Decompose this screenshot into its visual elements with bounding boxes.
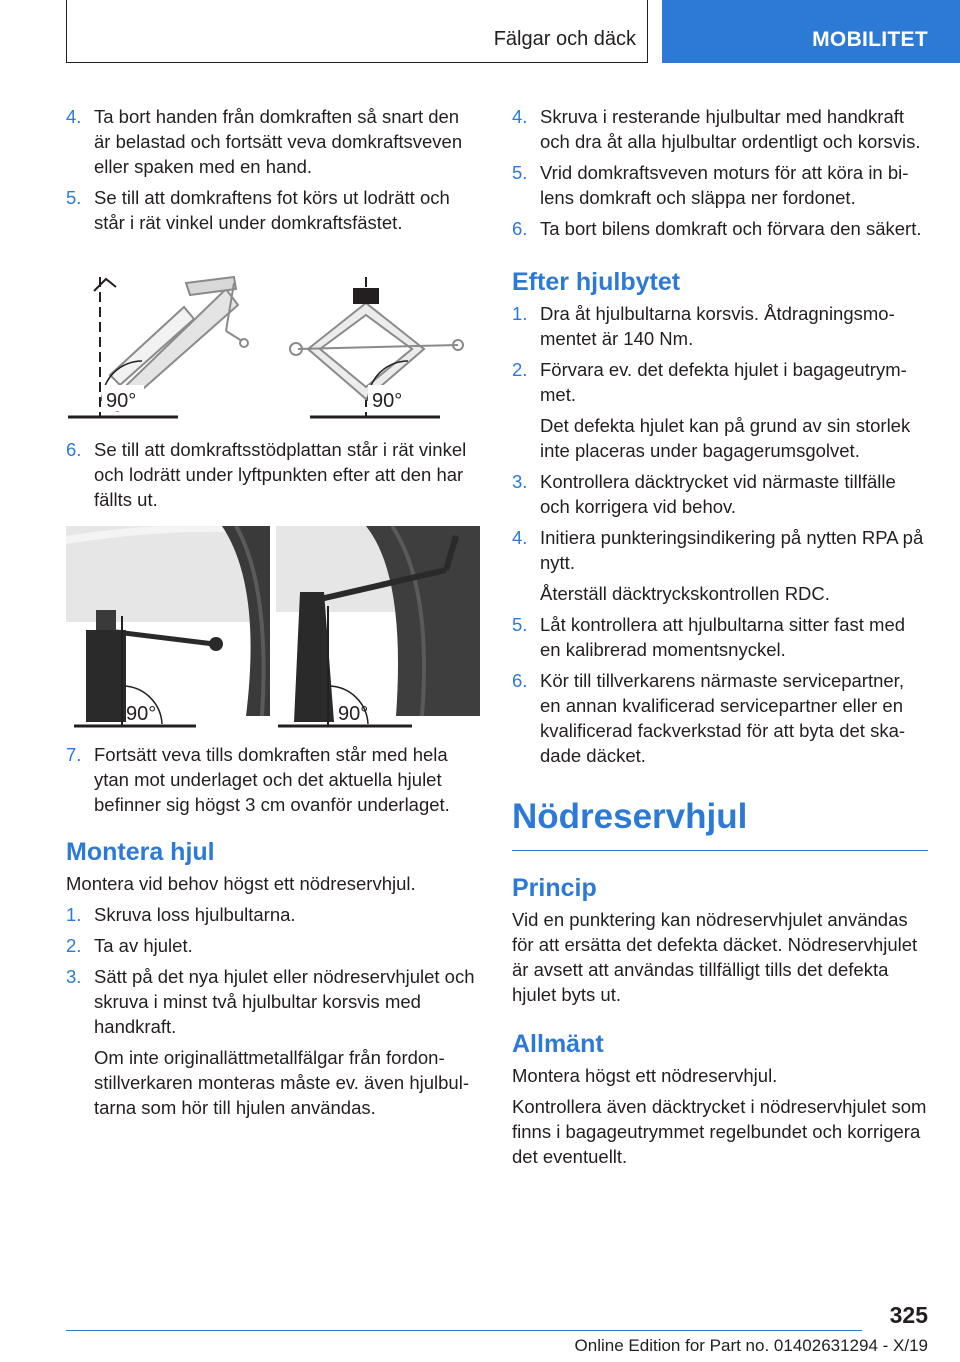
angle-label: 90°	[106, 390, 137, 412]
left-column	[66, 104, 480, 1126]
step-text: Skruva i resterande hjulbultar med handkraft och dra åt alla hjulbultar ordentligt och korsvis.	[540, 106, 921, 152]
list-item	[512, 160, 928, 210]
step-number: 1.	[512, 303, 528, 324]
jack-under-car-photo	[66, 526, 480, 730]
list-item	[66, 902, 480, 927]
jack-photo-right	[276, 526, 480, 730]
step-text: Låt kontrollera att hjulbultarna sitter fast med en kalibrerad momentsnyckel.	[540, 614, 906, 660]
princip-text: Vid en punktering kan nödreservhjulet användas för att ersätta det defekta däcket. Nödreservhjulet är avsett att användas tillfälligt tills det defekta hjulet byts ut.	[512, 909, 918, 1005]
step-text: Förvara ev. det defekta hjulet i bagageutrymmet.	[540, 359, 907, 405]
step-number: 6.	[66, 439, 82, 460]
step-text: Kör till tillverkarens närmaste servicepartner, en annan kvalificerad servicepartner eller en kvalificerad fackverkstad för att byta det skadade däcket.	[540, 670, 906, 766]
step-number: 7.	[66, 744, 82, 765]
footer-divider	[66, 1330, 862, 1331]
step-text: Ta av hjulet.	[94, 935, 193, 956]
step-note: Det defekta hjulet kan på grund av sin storlek inte placeras under bagagerumsgolvet.	[540, 415, 911, 461]
list-item	[512, 612, 928, 662]
step-number: 4.	[512, 106, 528, 127]
step-number: 1.	[66, 904, 82, 925]
list-item	[66, 104, 480, 179]
section-heading-montera-hjul: Montera hjul	[66, 838, 215, 866]
step-text: Sätt på det nya hjulet eller nödreservhjulet och skruva i minst två hjulbultar korsvis med handkraft.	[94, 966, 475, 1037]
step-number: 5.	[66, 187, 82, 208]
jack-angle-illustration	[66, 249, 480, 425]
list-item	[512, 216, 928, 241]
step-number: 4.	[512, 527, 528, 548]
step-number: 2.	[512, 359, 528, 380]
list-item	[512, 357, 928, 407]
allmant-text-2: Kontrollera även däcktrycket i nödreservhjulet som finns i bagageutrymmet regelbundet och korrigera det eventuellt.	[512, 1096, 927, 1167]
step-text: Ta bort handen från domkraften så snart den är belastad och fortsätt veva domkraftsveven eller spaken med en hand.	[94, 106, 463, 177]
step-text: Fortsätt veva tills domkraften står med hela ytan mot underlaget och det aktuella hjulet befinner sig högst 3 cm ovanför underlaget.	[94, 744, 450, 815]
step-number: 6.	[512, 218, 528, 239]
header-chapter-tab[interactable]: MOBILITET	[662, 0, 960, 63]
list-item	[66, 742, 480, 817]
chapter-heading-nodreservhjul: Nödreservhjul	[512, 794, 928, 851]
step-number: 6.	[512, 670, 528, 691]
section-heading-efter-hjulbytet: Efter hjulbytet	[512, 268, 681, 296]
step-note: Återställ däcktryckskontrollen RDC.	[540, 583, 830, 604]
list-item	[512, 104, 928, 154]
step-number: 4.	[66, 106, 82, 127]
step-text: Se till att domkraftens fot körs ut lodrätt och står i rät vinkel under domkraftsfästet.	[94, 187, 450, 233]
list-item	[66, 933, 480, 958]
section-intro: Montera vid behov högst ett nödreservhjul.	[66, 873, 416, 894]
footer-edition-text[interactable]: Online Edition for Part no. 01402631294 - X/19	[574, 1336, 928, 1355]
step-number: 5.	[512, 162, 528, 183]
list-item	[66, 185, 480, 235]
step-text: Vrid domkraftsveven moturs för att köra in bilens domkraft och släppa ner fordonet.	[540, 162, 909, 208]
step-text: Ta bort bilens domkraft och förvara den säkert.	[540, 218, 922, 239]
list-item	[66, 437, 480, 512]
step-number: 3.	[66, 966, 82, 987]
page-number: 325	[889, 1302, 928, 1328]
angle-label: 90°	[126, 703, 157, 725]
right-column	[512, 104, 928, 1175]
step-text: Initiera punkteringsindikering på nytten RPA på nytt.	[540, 527, 924, 573]
angle-label: 90°	[338, 703, 369, 725]
section-heading-princip: Princip	[512, 874, 597, 902]
step-text: Se till att domkraftsstödplattan står i rät vinkel och lodrätt under lyftpunkten efter att den har fällts ut.	[94, 439, 467, 510]
step-note: Om inte originallättmetallfälgar från fordonstillverkaren monteras måste ev. även hjulbultarna som hör till hjulen användas.	[94, 1047, 469, 1118]
step-number: 2.	[66, 935, 82, 956]
header-section-title: Fälgar och däck	[493, 28, 636, 50]
list-item	[512, 469, 928, 519]
step-number: 3.	[512, 471, 528, 492]
angle-label: 90°	[372, 390, 403, 412]
list-item	[512, 525, 928, 575]
allmant-text-1: Montera högst ett nödreservhjul.	[512, 1065, 778, 1086]
section-heading-allmant: Allmänt	[512, 1030, 604, 1058]
list-item	[512, 301, 928, 351]
list-item	[66, 964, 480, 1039]
step-text: Kontrollera däcktrycket vid närmaste tillfälle och korrigera vid behov.	[540, 471, 896, 517]
jack-side-view	[68, 277, 248, 417]
step-text: Skruva loss hjulbultarna.	[94, 904, 296, 925]
step-number: 5.	[512, 614, 528, 635]
jack-photo-left	[66, 526, 270, 730]
list-item	[512, 668, 928, 768]
step-text: Dra åt hjulbultarna korsvis. Åtdragningsmomentet är 140 Nm.	[540, 303, 895, 349]
